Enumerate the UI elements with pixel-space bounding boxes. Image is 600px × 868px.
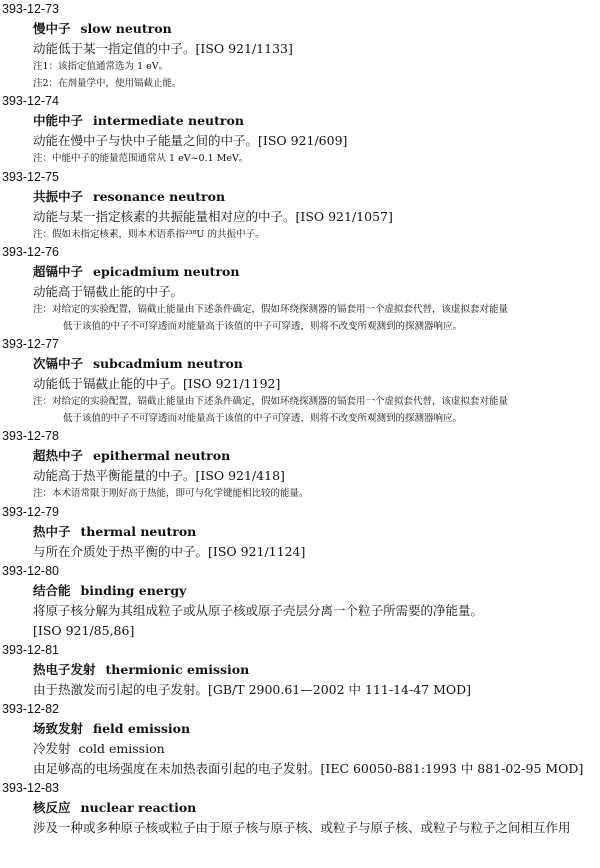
note: 注：中能中子的能量范围通常从 1 eV~0.1 MeV。 [33, 153, 249, 164]
term-zh: 核反应 [33, 799, 71, 815]
term-zh: 超热中子 [33, 448, 84, 463]
entry-number: 393-12-79 [2, 504, 59, 519]
term-zh: 共振中子 [33, 188, 84, 204]
entry-number: 393-12-83 [2, 780, 59, 795]
term-en: intermediate neutron [93, 113, 244, 128]
term-en: epicadmium neutron [93, 264, 240, 279]
entry-number: 393-12-75 [2, 169, 59, 184]
definition: 动能高于镉截止能的中子。 [33, 284, 184, 299]
term-heading [0, 262, 600, 282]
entry-393-12-76 [0, 243, 600, 335]
entry-393-12-74 [0, 92, 600, 168]
entry-number: 393-12-76 [2, 245, 59, 259]
entry-number: 393-12-81 [2, 642, 59, 657]
entry-393-12-79 [0, 503, 600, 562]
term-heading [0, 111, 600, 131]
definition: 动能在慢中子与快中子能量之间的中子。[ISO 921/609] [33, 133, 348, 148]
definition: 动能低于镉截止能的中子。[ISO 921/1192] [33, 376, 281, 391]
term-zh: 热中子 [33, 523, 71, 539]
note [0, 302, 600, 335]
term-zh: 场致发射 [33, 720, 84, 736]
note: 注：本术语常限于刚好高于热能，即可与化学键能相比较的能量。 [33, 488, 309, 499]
note [0, 394, 600, 427]
note: 注：假如未指定核素，则本术语系指²³⁸U 的共振中子。 [33, 228, 265, 240]
term-en: nuclear reaction [80, 799, 197, 815]
entry-number: 393-12-77 [2, 337, 59, 351]
term-en: epithermal neutron [93, 448, 231, 463]
definition: 将原子核分解为其组成粒子或从原子核或原子壳层分离一个粒子所需要的净能量。 [33, 602, 484, 618]
entry-393-12-75 [0, 168, 600, 244]
definition-reference: [ISO 921/85,86] [33, 622, 135, 638]
definition: 由足够高的电场强度在未加热表面引起的电子发射。[IEC 60050-881:1993 中 881-02-95 MOD] [33, 760, 584, 776]
term-heading [0, 719, 600, 739]
synonym-en: cold emission [78, 740, 165, 756]
term-zh: 热电子发射 [33, 661, 96, 677]
term-heading [0, 187, 600, 207]
note-line: 低于该值的中子不可穿透而对能量高于该值的中子可穿透，则将不改变所观测到的探测器响应。 [63, 412, 463, 424]
entry-number: 393-12-82 [2, 701, 59, 716]
note-line: 注：对给定的实验配置，镉截止能量由下述条件确定，假如环绕探测器的镉套用一个虚拟套代替，该虚拟套对能量 [33, 304, 509, 315]
entry-393-12-77 [0, 335, 600, 427]
term-heading [0, 522, 600, 542]
note-line: 低于该值的中子不可穿透而对能量高于该值的中子可穿透，则将不改变所观测到的探测器响应。 [63, 320, 463, 332]
note: 注1：该指定值通常选为 1 eV。 [33, 61, 169, 72]
term-heading [0, 660, 600, 680]
definition: 由于热激发而引起的电子发射。[GB/T 2900.61—2002 中 111-14-47 MOD] [33, 681, 472, 697]
term-en: thermionic emission [105, 661, 250, 677]
term-en: subcadmium neutron [93, 356, 243, 371]
term-en: field emission [93, 720, 191, 736]
definition: 涉及一种或多种原子核或粒子由于原子核与原子核、或粒子与原子核、或粒子与粒子之间相互作用 [33, 819, 571, 835]
entry-number: 393-12-78 [2, 429, 59, 443]
term-zh: 结合能 [33, 582, 71, 598]
term-zh: 慢中子 [33, 21, 71, 36]
term-heading [0, 798, 600, 818]
entry-393-12-82 [0, 700, 600, 779]
term-heading [0, 354, 600, 374]
term-en: resonance neutron [93, 188, 226, 204]
term-zh: 中能中子 [33, 113, 84, 128]
term-zh: 超镉中子 [33, 264, 84, 279]
note-line: 注：对给定的实验配置，镉截止能量由下述条件确定，假如环绕探测器的镉套用一个虚拟套代替，该虚拟套对能量 [33, 396, 509, 407]
synonym-zh: 冷发射 [33, 740, 71, 756]
definition: 动能低于某一指定值的中子。[ISO 921/1133] [33, 41, 293, 56]
entry-393-12-80 [0, 562, 600, 641]
term-en: thermal neutron [80, 523, 197, 539]
term-heading [0, 581, 600, 601]
term-en: slow neutron [80, 21, 172, 36]
entry-393-12-78 [0, 427, 600, 503]
term-heading [0, 19, 600, 39]
term-en: binding energy [80, 582, 187, 598]
entry-number: 393-12-74 [2, 94, 59, 108]
synonym [0, 739, 600, 759]
definition: 动能与某一指定核素的共振能量相对应的中子。[ISO 921/1057] [33, 208, 393, 224]
entry-393-12-81 [0, 641, 600, 700]
entry-393-12-73 [0, 0, 600, 92]
note: 注2：在剂量学中，使用镉截止能。 [33, 77, 182, 89]
term-heading [0, 446, 600, 466]
entry-number: 393-12-80 [2, 563, 59, 578]
definition: 与所在介质处于热平衡的中子。[ISO 921/1124] [33, 543, 306, 559]
definition: 动能高于热平衡能量的中子。[ISO 921/418] [33, 468, 285, 483]
entry-393-12-83 [0, 779, 600, 838]
term-zh: 次镉中子 [33, 356, 84, 371]
entry-number: 393-12-73 [2, 2, 59, 16]
